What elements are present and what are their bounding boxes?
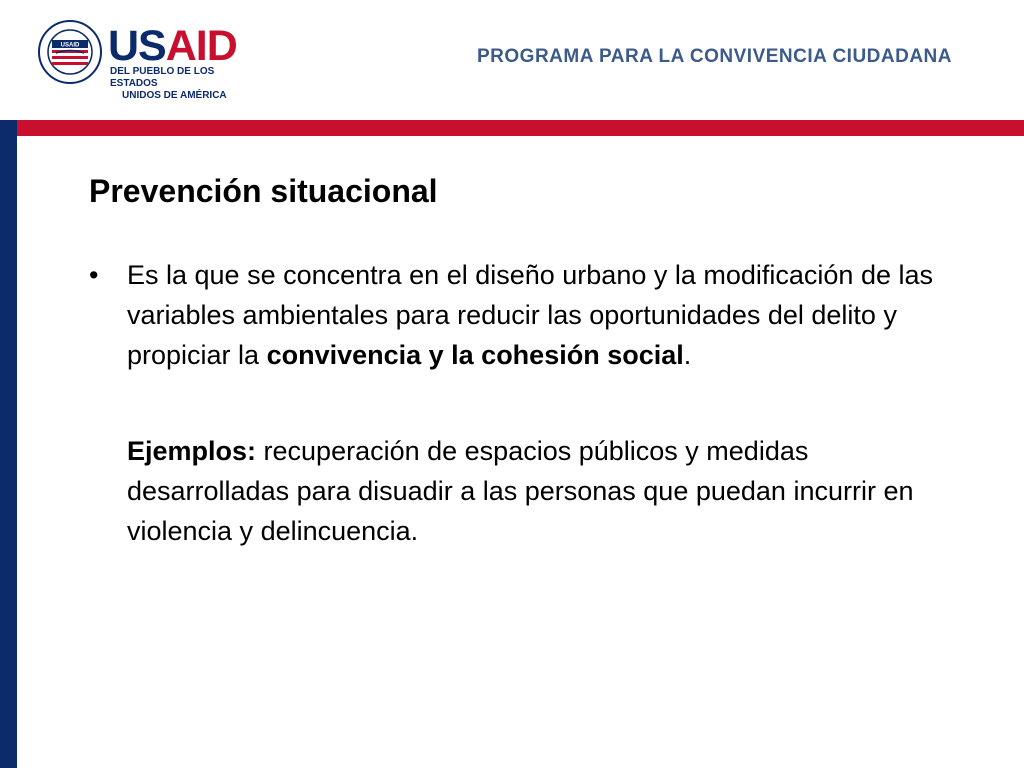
bullet-text: Es la que se concentra en el diseño urbano y la modificación de las variables ambientales para reducir las oportunidades del delito y propiciar la convivencia y la cohesión social. <box>127 260 933 370</box>
tagline-line-1: DEL PUEBLO DE LOS ESTADOS <box>110 66 215 89</box>
slide-title: Prevención situacional <box>89 173 438 209</box>
examples-label: Ejemplos: <box>127 436 257 466</box>
bullet-bold-text: convivencia y la cohesión social <box>266 340 684 370</box>
examples-paragraph <box>127 431 949 551</box>
bullet-symbol: • <box>89 260 99 290</box>
examples-text: recuperación de espacios públicos y medidas desarrolladas para disuadir a las personas que puedan incurrir en violencia y delincuencia. <box>127 436 914 546</box>
left-navy-bar <box>0 120 17 768</box>
program-title: PROGRAMA PARA LA CONVIVENCIA CIUDADANA <box>477 46 952 67</box>
bullet-item <box>89 255 949 375</box>
usaid-wordmark: USAID <box>108 22 237 70</box>
tagline-line-2: UNIDOS DE AMÉRICA <box>122 90 227 101</box>
seal-label: USAID <box>60 42 80 49</box>
logo-tagline <box>110 66 250 102</box>
header-red-band <box>0 120 1024 136</box>
slide-content <box>89 255 949 551</box>
usaid-seal-icon <box>38 20 102 84</box>
